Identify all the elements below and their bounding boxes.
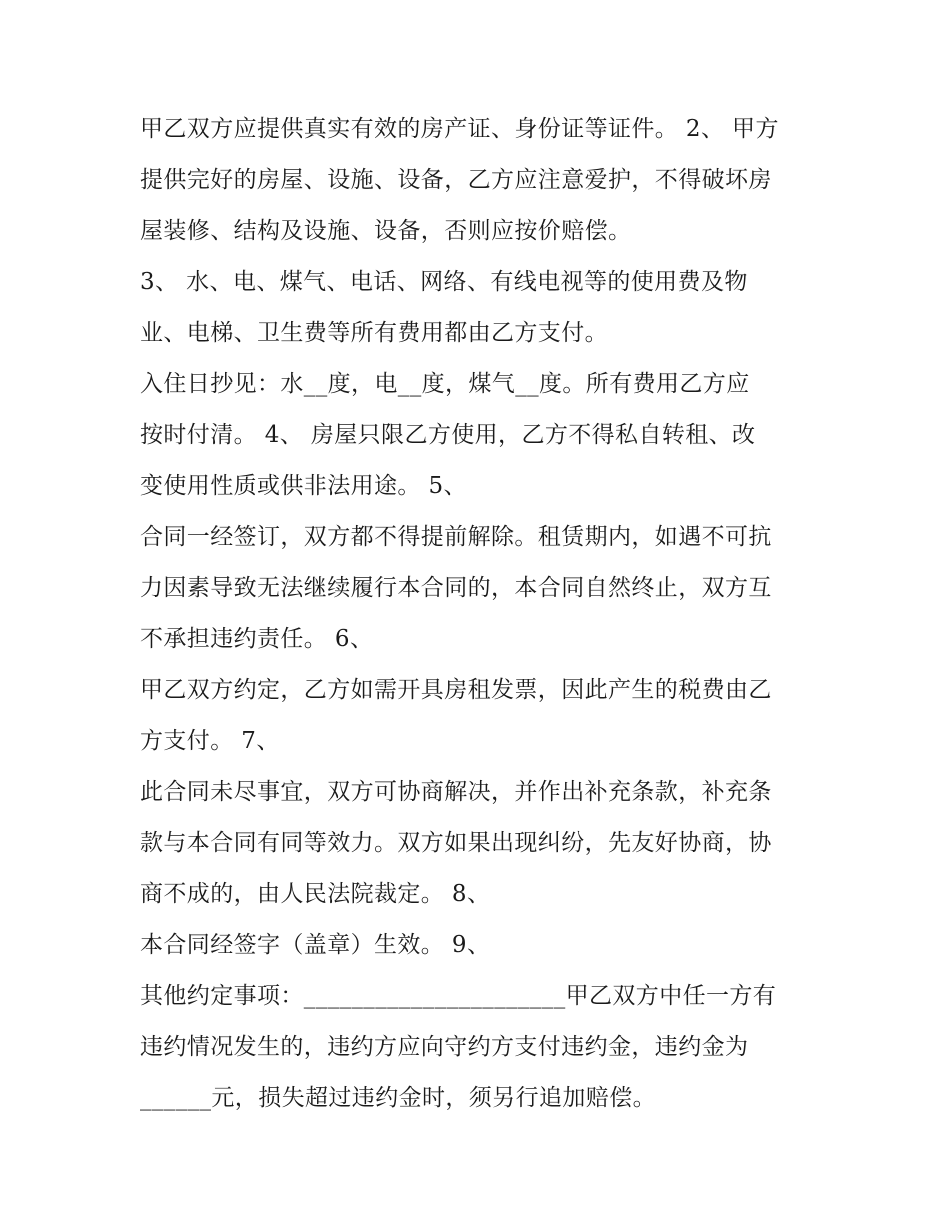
text-line: 屋装修、结构及设施、设备，否则应按价赔偿。 [140, 218, 632, 244]
text-line: 此合同未尽事宜，双方可协商解决，并作出补充条款，补充条 [140, 779, 772, 805]
contract-text-body [140, 104, 820, 1124]
text-line: 入住日抄见：水__度，电__度，煤气__度。所有费用乙方应 [140, 371, 750, 397]
text-line: 本合同经签字（盖章）生效。 9、 [140, 932, 491, 958]
text-line: 业、电梯、卫生费等所有费用都由乙方支付。 [140, 320, 608, 346]
text-line: 商不成的，由人民法院裁定。 8、 [140, 881, 491, 907]
text-line: 违约情况发生的，违约方应向守约方支付违约金，违约金为 [140, 1034, 749, 1060]
text-line: ______元，损失超过违约金时，须另行追加赔偿。 [140, 1085, 656, 1111]
text-line: 提供完好的房屋、设施、设备，乙方应注意爱护，不得破坏房 [140, 167, 772, 193]
text-line: 方支付。 7、 [140, 728, 280, 754]
text-line: 甲乙双方应提供真实有效的房产证、身份证等证件。 2、 甲方 [140, 116, 779, 142]
text-line: 3、 水、电、煤气、电话、网络、有线电视等的使用费及物 [140, 269, 748, 295]
text-line: 变使用性质或供非法用途。 5、 [140, 473, 467, 499]
text-line: 其他约定事项：______________________甲乙双方中任一方有 [140, 983, 777, 1009]
text-line: 不承担违约责任。 6、 [140, 626, 374, 652]
text-line: 款与本合同有同等效力。双方如果出现纠纷，先友好协商，协 [140, 830, 772, 856]
text-line: 合同一经签订，双方都不得提前解除。租赁期内，如遇不可抗 [140, 524, 772, 550]
text-line: 力因素导致无法继续履行本合同的，本合同自然终止，双方互 [140, 575, 772, 601]
text-line: 按时付清。 4、 房屋只限乙方使用，乙方不得私自转租、改 [140, 422, 756, 448]
text-line: 甲乙双方约定，乙方如需开具房租发票，因此产生的税费由乙 [140, 677, 772, 703]
